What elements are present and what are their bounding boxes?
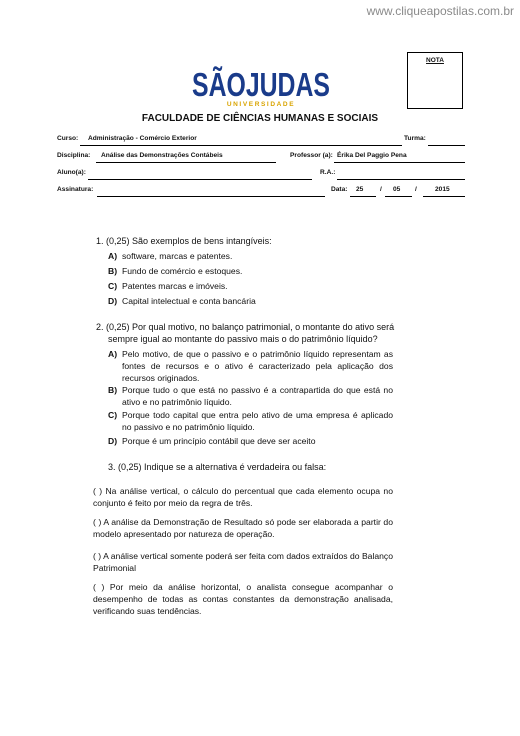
option-letter: D) (108, 296, 118, 306)
question-2-stem-line1: 2. (0,25) Por qual motivo, no balanço patrimonial, o montante do ativo será (96, 322, 395, 332)
curso-line (80, 137, 402, 146)
q3-item-2[interactable]: ( ) A análise da Demonstração de Resultado só pode ser elaborada a partir do modelo apresentado por natureza de operação. (93, 517, 393, 539)
option-letter: D) (108, 436, 118, 446)
logo-graphic (190, 62, 332, 112)
disciplina-line (96, 154, 276, 163)
option-letter: B) (108, 266, 118, 276)
q1-option-d[interactable] (108, 295, 408, 307)
q2-option-a[interactable] (108, 348, 393, 384)
option-text: Porque é um princípio contábil que deve ser aceito (122, 436, 316, 446)
turma-field[interactable] (428, 137, 465, 146)
q1-option-c[interactable] (108, 280, 408, 292)
q2-option-c[interactable] (108, 409, 393, 433)
q3-item-4[interactable]: ( ) Por meio da análise horizontal, o analista consegue acompanhar o desempenho de todas as contas constantes da demonstração analisada, verificando suas tendências. (93, 582, 393, 616)
q3-item-1[interactable]: ( ) Na análise vertical, o cálculo do percentual que cada elemento ocupa no conjunto é feito por meio da regra de três. (93, 486, 393, 508)
option-letter: A) (108, 251, 118, 261)
disciplina-label: Disciplina: (57, 152, 91, 159)
curso-label: Curso: (57, 135, 79, 142)
aluno-field[interactable] (88, 171, 312, 180)
option-letter: B) (108, 385, 118, 395)
option-text: Capital intelectual e conta bancária (122, 296, 256, 306)
option-text: Porque todo capital que entra pelo ativo de uma empresa é aplicado no passivo e no patrimônio líquido. (122, 410, 393, 432)
professor-value: Érika Del Paggio Pena (337, 152, 407, 159)
assinatura-field[interactable] (97, 188, 325, 197)
date-month[interactable]: 05 (393, 186, 401, 193)
date-day[interactable]: 25 (356, 186, 364, 193)
option-letter: C) (108, 410, 118, 420)
date-separator-1: / (380, 186, 382, 193)
nota-box[interactable] (407, 52, 463, 109)
q1-option-a[interactable] (108, 250, 408, 262)
faculty-title: FACULDADE DE CIÊNCIAS HUMANAS E SOCIAIS (141, 113, 379, 124)
professor-label: Professor (a): (290, 152, 333, 159)
q1-option-b[interactable] (108, 265, 408, 277)
q2-option-d[interactable] (108, 435, 408, 447)
aluno-label: Aluno(a): (57, 169, 86, 176)
date-separator-2: / (415, 186, 417, 193)
watermark: www.cliqueapostilas.com.br (366, 4, 514, 18)
date-year[interactable]: 2015 (435, 186, 450, 193)
nota-label: NOTA (426, 57, 444, 64)
svg-text:SÃOJUDAS: SÃOJUDAS (192, 66, 330, 103)
assinatura-label: Assinatura: (57, 186, 94, 193)
question-3-stem: 3. (0,25) Indique se a alternativa é verdadeira ou falsa: (108, 462, 327, 472)
question-2-stem-line2: sempre igual ao montante do passivo mais o do patrimônio líquido? (108, 334, 378, 344)
svg-text:UNIVERSIDADE: UNIVERSIDADE (226, 101, 296, 108)
option-text: software, marcas e patentes. (122, 251, 233, 261)
q2-option-b[interactable] (108, 384, 393, 408)
data-label: Data: (331, 186, 348, 193)
q3-item-3[interactable]: ( ) A análise vertical somente poderá ser feita com dados extraídos do Balanço Patrimonial (93, 551, 393, 573)
option-text: Porque tudo o que está no passivo é a contrapartida do que está no ativo e no patrimônio líquido. (122, 385, 393, 407)
ra-label: R.A.: (320, 169, 336, 176)
option-letter: A) (108, 349, 118, 359)
question-1-stem: 1. (0,25) São exemplos de bens intangíveis: (96, 236, 272, 246)
option-text: Fundo de comércio e estoques. (122, 266, 243, 276)
university-logo (190, 62, 332, 112)
option-text: Pelo motivo, de que o passivo e o patrimônio líquido representam as fontes de recursos e o ativo é caracterizado pela aplicação dos recursos originados. (122, 349, 393, 383)
option-text: Patentes marcas e imóveis. (122, 281, 228, 291)
turma-label: Turma: (404, 135, 426, 142)
option-letter: C) (108, 281, 118, 291)
disciplina-value: Análise das Demonstrações Contábeis (101, 152, 223, 159)
curso-value: Administração - Comércio Exterior (88, 135, 197, 142)
ra-field[interactable] (337, 171, 465, 180)
professor-line (334, 154, 465, 163)
